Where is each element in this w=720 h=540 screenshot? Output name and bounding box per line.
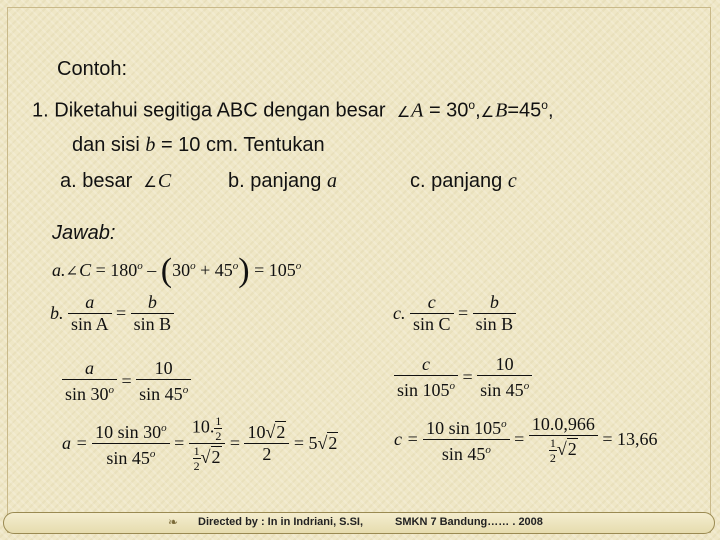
degree: o: [161, 422, 167, 434]
fraction: [92, 418, 170, 469]
angle-a: A: [411, 99, 424, 122]
problem-text: = 10 cm. Tentukan: [160, 134, 325, 156]
problem-number: 1.: [32, 99, 49, 122]
denominator: sin B: [133, 314, 172, 334]
angle-icon: ∠: [143, 174, 157, 191]
problem-line-1: [32, 98, 554, 123]
open-paren: (: [160, 252, 173, 289]
degree: o: [541, 98, 548, 112]
fraction: [244, 422, 289, 465]
degree: o: [295, 260, 302, 272]
degree: o: [449, 380, 456, 392]
half: [549, 436, 557, 465]
degree: o: [190, 260, 196, 272]
numerator: b: [131, 292, 175, 314]
solution-c-row-1: [393, 292, 516, 335]
equals: =: [514, 429, 525, 449]
solution-b-row-3: [62, 414, 338, 473]
degree: o: [501, 418, 507, 430]
fraction: [131, 292, 175, 335]
angle-icon: ∠: [480, 103, 495, 121]
degree: o: [108, 384, 115, 396]
angle-b-value: =45: [507, 99, 542, 122]
problem-line-2: [72, 134, 325, 157]
denominator: [529, 436, 598, 465]
sin-45: sin 45: [441, 444, 486, 464]
angle-a-value: = 30: [428, 99, 469, 122]
fraction: [136, 358, 191, 405]
equals: =: [121, 371, 132, 391]
denominator: [477, 376, 532, 401]
sol-b-prefix: b.: [50, 303, 64, 323]
denominator: sin C: [413, 314, 451, 334]
problem-line-3: [60, 170, 171, 193]
solution-b-row-2: [62, 358, 191, 405]
sin-45: sin 45: [139, 384, 183, 404]
problem-part-c: [410, 170, 517, 193]
sol-a-result: = 105: [254, 260, 296, 280]
degree: o: [182, 384, 189, 396]
numerator: 1: [215, 414, 222, 428]
ten: 10: [247, 422, 266, 442]
degree: o: [485, 444, 491, 456]
ten-sin-30: 10 sin 30: [95, 422, 162, 442]
fraction: [394, 354, 458, 401]
angle-icon: ∠: [396, 103, 411, 121]
sqrt: √2: [556, 438, 577, 459]
minus: –: [147, 260, 157, 280]
numerator: [244, 422, 289, 444]
angle-icon: ∠: [65, 264, 79, 280]
sin-45: sin 45: [106, 448, 150, 468]
denominator: sin A: [71, 314, 109, 334]
degree: o: [232, 260, 239, 272]
denominator: 2: [215, 429, 222, 443]
equals: =: [462, 367, 473, 387]
sol-a-45: + 45: [200, 260, 233, 280]
denominator: [189, 444, 226, 473]
footer-author: Directed by : In in Indriani, S.SI,: [198, 516, 364, 528]
denominator: [394, 376, 458, 401]
solution-a: [52, 254, 301, 288]
numerator: 10: [477, 354, 532, 376]
denominator: [62, 380, 117, 405]
numerator: 1: [549, 436, 556, 450]
radicand: 2: [567, 438, 577, 459]
sol-a-prefix: a.: [52, 260, 66, 280]
degree: o: [468, 98, 476, 112]
part-c-label: c. panjang: [410, 170, 503, 192]
sin-30: sin 30: [65, 384, 109, 404]
fraction: [410, 292, 454, 335]
fraction: [473, 292, 517, 335]
equals: =: [458, 303, 469, 323]
denominator: 2: [262, 444, 272, 464]
numerator: a: [62, 358, 117, 380]
sol-a-angle: C: [79, 260, 92, 280]
heading: Contoh:: [57, 58, 128, 80]
sqrt: √2: [265, 422, 286, 442]
half: [193, 444, 201, 473]
degree: o: [523, 380, 530, 392]
numerator: c: [394, 354, 458, 376]
solution-c-row-2: [394, 354, 532, 401]
solution-c-row-3: [394, 414, 657, 465]
numerator: [423, 414, 510, 440]
comma: ,: [547, 99, 554, 122]
ten-sin-105: 10 sin 105: [426, 418, 502, 438]
numerator: 10.0,966: [529, 414, 598, 436]
numerator: 10: [136, 358, 191, 380]
fraction: [529, 414, 598, 465]
degree: o: [137, 260, 143, 272]
sol-a-180: = 180: [95, 260, 138, 280]
denominator: 2: [193, 459, 200, 473]
equals-five: = 5: [293, 433, 318, 453]
denominator: [423, 440, 510, 465]
sol-c-result: = 13,66: [602, 429, 658, 449]
numerator: 1: [193, 444, 200, 458]
sol-c-prefix: c.: [393, 303, 406, 323]
numerator: [189, 414, 226, 444]
fraction: [62, 358, 117, 405]
comma: ,: [475, 99, 481, 122]
numerator: c: [410, 292, 454, 314]
denominator: sin B: [475, 314, 514, 334]
problem-part-b: [228, 170, 337, 193]
a-equals: a =: [62, 433, 88, 453]
half: [214, 414, 222, 443]
side-c: c: [507, 170, 517, 192]
answer-label: Jawab:: [52, 222, 116, 244]
denominator: [136, 380, 191, 405]
bullet-icon: ❧: [168, 515, 179, 529]
fraction: [477, 354, 532, 401]
equals: =: [116, 303, 127, 323]
radicand: 2: [328, 433, 338, 453]
denominator: 2: [549, 451, 556, 465]
side-b: b: [145, 134, 156, 156]
angle-c: C: [157, 170, 172, 192]
close-paren: ): [238, 252, 250, 289]
footer-school: SMKN 7 Bandung…… . 2008: [395, 516, 543, 528]
problem-text: dan sisi: [72, 134, 140, 156]
sin-105: sin 105: [397, 380, 450, 400]
radicand: 2: [276, 422, 286, 442]
equals: =: [174, 433, 185, 453]
side-a: a: [326, 170, 337, 192]
numerator: [92, 418, 170, 444]
angle-b: B: [495, 99, 508, 122]
problem-text: Diketahui segitiga ABC dengan besar: [54, 99, 386, 122]
sqrt: √2: [317, 433, 338, 453]
numerator: b: [473, 292, 517, 314]
degree: o: [149, 448, 156, 460]
radicand: 2: [211, 446, 221, 467]
c-equals: c =: [394, 429, 419, 449]
numerator: a: [68, 292, 112, 314]
fraction: [189, 414, 226, 473]
part-a-label: a. besar: [60, 170, 133, 192]
denominator: [92, 444, 170, 469]
solution-b-row-1: [50, 292, 174, 335]
ten-dot: 10.: [191, 416, 215, 437]
sin-45: sin 45: [480, 380, 524, 400]
fraction: [423, 414, 510, 465]
fraction: [68, 292, 112, 335]
equals: =: [229, 433, 240, 453]
sol-a-30: 30: [172, 260, 191, 280]
part-b-label: b. panjang: [228, 170, 322, 192]
sqrt: √2: [200, 446, 221, 467]
